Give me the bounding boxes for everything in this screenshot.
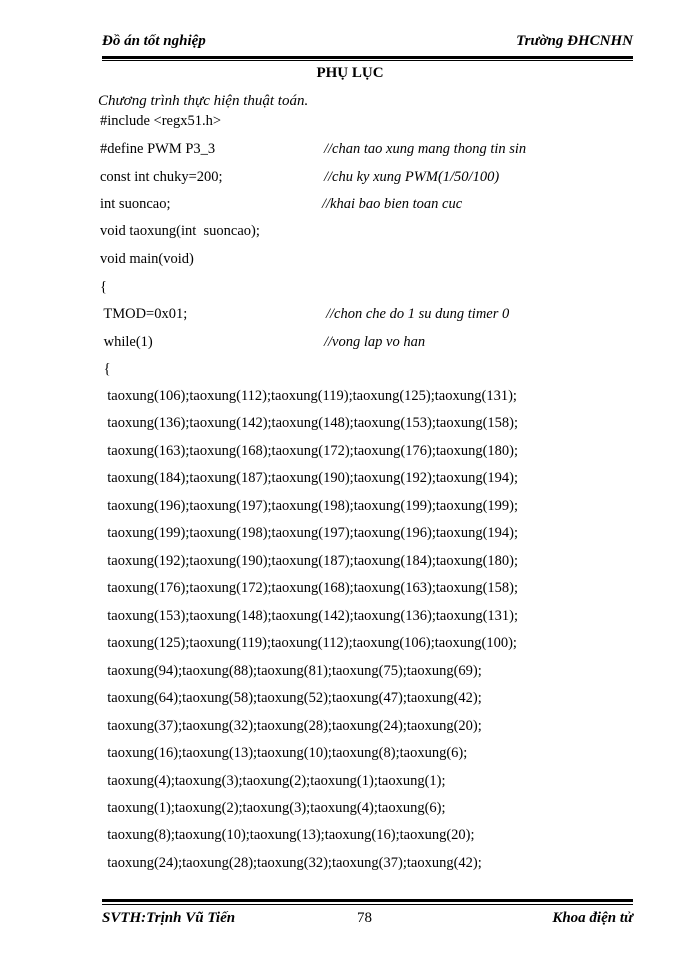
code-line: TMOD=0x01; — [100, 306, 188, 322]
page-number: 78 — [357, 910, 372, 926]
code-line: taoxung(136);taoxung(142);taoxung(148);taoxung(153);taoxung(158); — [100, 415, 519, 431]
code-line: taoxung(196);taoxung(197);taoxung(198);taoxung(199);taoxung(199); — [100, 498, 519, 514]
code-line: taoxung(1);taoxung(2);taoxung(3);taoxung(4);taoxung(6); — [100, 800, 446, 816]
page-footer — [102, 910, 633, 934]
code-comment: //chan tao xung mang thong tin sin — [324, 141, 527, 157]
code-line: taoxung(24);taoxung(28);taoxung(32);taoxung(37);taoxung(42); — [100, 855, 482, 871]
code-line: { — [100, 361, 111, 377]
code-line: { — [100, 279, 107, 295]
code-line: #include <regx51.h> — [100, 113, 222, 129]
code-line: taoxung(8);taoxung(10);taoxung(13);taoxung(16);taoxung(20); — [100, 827, 475, 843]
code-line: taoxung(16);taoxung(13);taoxung(10);taoxung(8);taoxung(6); — [100, 745, 468, 761]
intro-text: Chương trình thực hiện thuật toán. — [98, 93, 309, 109]
page-header — [102, 31, 633, 55]
code-line: taoxung(94);taoxung(88);taoxung(81);taoxung(75);taoxung(69); — [100, 663, 482, 679]
code-line: void taoxung(int suoncao); — [100, 223, 260, 239]
code-line: void main(void) — [100, 251, 194, 267]
code-comment: //chon che do 1 su dung timer 0 — [326, 306, 510, 322]
page-title: PHỤ LỤC — [316, 65, 384, 81]
code-line: taoxung(163);taoxung(168);taoxung(172);taoxung(176);taoxung(180); — [100, 443, 519, 459]
code-line: taoxung(192);taoxung(190);taoxung(187);taoxung(184);taoxung(180); — [100, 553, 519, 569]
code-comment: //vong lap vo han — [324, 334, 426, 350]
code-line: taoxung(125);taoxung(119);taoxung(112);taoxung(106);taoxung(100); — [100, 635, 517, 651]
footer-right-text: Khoa điện tử — [552, 910, 633, 926]
code-line: taoxung(153);taoxung(148);taoxung(142);taoxung(136);taoxung(131); — [100, 608, 519, 624]
code-line: const int chuky=200; — [100, 169, 223, 185]
header-left-text: Đồ án tốt nghiệp — [102, 33, 206, 49]
code-line: taoxung(199);taoxung(198);taoxung(197);taoxung(196);taoxung(194); — [100, 525, 519, 541]
code-comment: //chu ky xung PWM(1/50/100) — [324, 169, 500, 185]
footer-left-text: SVTH:Trịnh Vũ Tiến — [102, 910, 236, 926]
code-line: taoxung(106);taoxung(112);taoxung(119);taoxung(125);taoxung(131); — [100, 388, 517, 404]
code-line: while(1) — [100, 334, 153, 350]
header-rule-thick — [102, 56, 633, 59]
code-line: int suoncao; — [100, 196, 171, 212]
code-line: taoxung(37);taoxung(32);taoxung(28);taoxung(24);taoxung(20); — [100, 718, 482, 734]
code-line: #define PWM P3_3 — [100, 141, 216, 157]
header-right-text: Trường ĐHCNHN — [516, 33, 633, 49]
code-line: taoxung(4);taoxung(3);taoxung(2);taoxung(1);taoxung(1); — [100, 773, 446, 789]
footer-rule-thick — [102, 899, 633, 902]
code-line: taoxung(184);taoxung(187);taoxung(190);taoxung(192);taoxung(194); — [100, 470, 519, 486]
code-comment: //khai bao bien toan cuc — [322, 196, 463, 212]
code-line: taoxung(176);taoxung(172);taoxung(168);taoxung(163);taoxung(158); — [100, 580, 519, 596]
footer-rule-thin — [102, 904, 633, 905]
code-line: taoxung(64);taoxung(58);taoxung(52);taoxung(47);taoxung(42); — [100, 690, 482, 706]
header-rule-thin — [102, 60, 633, 61]
